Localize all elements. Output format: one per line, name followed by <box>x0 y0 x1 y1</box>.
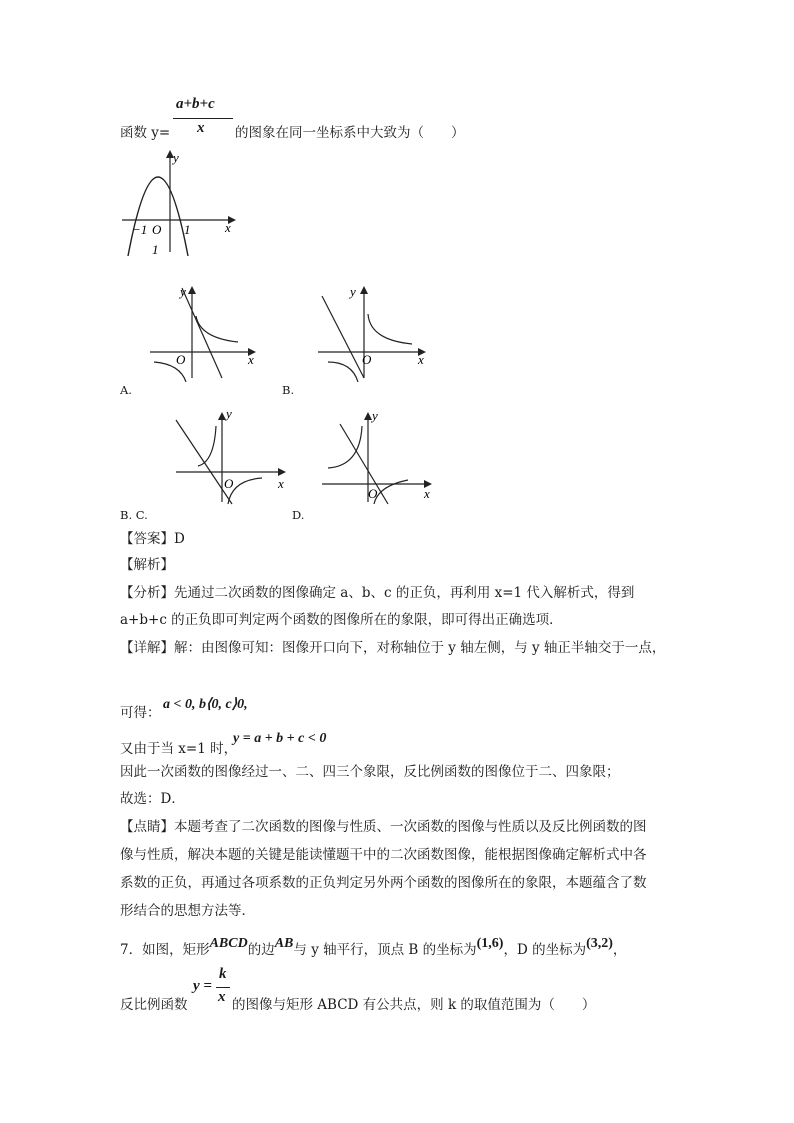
xiangjie-you-math: y = a + b + c < 0 <box>233 731 327 746</box>
xiangjie-kede-math: a < 0, b⟨0, c⟩0, <box>163 697 248 712</box>
option-a-origin: O <box>176 352 186 367</box>
dianjing-text1: 本题考查了二次函数的图像与性质、一次函数的图像与性质以及反比例函数的图 <box>174 819 647 835</box>
option-b-y-arrow <box>360 286 368 294</box>
xiangjie-text1: 解：由图像可知：图像开口向下，对称轴位于 y 轴左侧，与 y 轴正半轴交于一点， <box>174 640 666 656</box>
q6-frac-denominator: x <box>197 120 205 136</box>
option-b-graph <box>314 282 434 382</box>
option-c-y-label: y <box>226 406 232 421</box>
q7-frac-numerator: k <box>219 966 227 982</box>
xiangjie-line1 <box>120 639 665 657</box>
q6-frac-bar <box>173 118 233 119</box>
parabola-below-label: 1 <box>152 242 159 257</box>
parabola-y-label: y <box>173 150 179 165</box>
option-c-hyperbola-q2 <box>198 426 216 466</box>
dianjing-tag: 【点睛】 <box>120 819 174 835</box>
option-a-y-label: y <box>180 284 186 299</box>
parabola-tick-neg1: −1 <box>132 222 148 237</box>
q6-lead: 函数 y= <box>120 125 171 141</box>
option-b-label: B. <box>282 383 295 397</box>
q7-frac-bar <box>216 987 230 988</box>
q7-ab: AB <box>274 936 294 951</box>
option-a-hyperbola-q1 <box>196 316 238 342</box>
option-c-line <box>176 420 232 504</box>
fenxi-text1: 先通过二次函数的图像确定 a、b、c 的正负，再利用 x=1 代入解析式，得到 <box>174 585 635 601</box>
parabola-figure <box>118 148 248 260</box>
fenxi-line1 <box>120 584 634 602</box>
q7-p3: 与 y 轴平行，顶点 B 的坐标为 <box>293 942 477 958</box>
option-b-origin: O <box>362 352 372 367</box>
option-c-x-label: x <box>278 476 284 491</box>
q7-d-coord: (3,2) <box>586 936 613 951</box>
option-b-line <box>322 296 364 378</box>
xiangjie-you-prefix: 又由于当 x=1 时， <box>120 741 238 757</box>
xiangjie-kede-prefix: 可得： <box>120 705 161 721</box>
parabola-origin: O <box>152 222 162 237</box>
parabola-tick-1: 1 <box>184 222 191 237</box>
q6-frac-numerator: a+b+c <box>176 96 215 112</box>
option-c-x-arrow <box>278 468 286 476</box>
option-b-hyperbola-q1 <box>368 314 412 344</box>
option-c-label: B. C. <box>120 508 148 522</box>
option-c-y-arrow <box>218 412 226 420</box>
option-d-origin: O <box>368 486 378 501</box>
q7-p7: 的图像与矩形 ABCD 有公共点，则 k 的取值范围为（ ） <box>232 997 596 1013</box>
parabola-x-label: x <box>225 220 231 235</box>
answer-value: D <box>174 531 185 547</box>
dianjing-line2: 像与性质，解决本题的关键是能读懂题干中的二次函数图像，能根据图像确定解析式中各 <box>120 847 647 863</box>
q7-line1 <box>120 936 627 960</box>
option-d-label: D. <box>292 508 305 522</box>
dianjing-line4: 形结合的思想方法等． <box>120 903 255 919</box>
q7-p5: ， <box>612 942 627 958</box>
option-a-graph <box>146 282 266 382</box>
option-c-origin: O <box>224 476 234 491</box>
option-d-x-label: x <box>424 486 430 501</box>
option-b-hyperbola-q3 <box>328 362 358 382</box>
option-d-y-label: y <box>372 408 378 423</box>
q6-trail: 的图象在同一坐标系中大致为（ ） <box>235 125 465 141</box>
xiangjie-yinci: 因此一次函数的图像经过一、二、四三个象限，反比例函数的图像位于二、四象限； <box>120 764 620 780</box>
answer-tag: 【答案】 <box>120 531 174 547</box>
option-a-line <box>182 288 222 378</box>
option-a-y-arrow <box>188 286 196 294</box>
option-b-x-label: x <box>418 352 424 367</box>
q7-p1: 7．如图，矩形 <box>120 942 210 958</box>
q7-p4: ，D 的坐标为 <box>503 942 587 958</box>
option-b-y-label: y <box>350 284 356 299</box>
q7-frac-lhs: y = <box>193 978 212 994</box>
q7-p6: 反比例函数 <box>120 997 188 1013</box>
fenxi-tag: 【分析】 <box>120 585 174 601</box>
option-c-graph <box>170 406 294 506</box>
q7-frac-denominator: x <box>218 989 226 1005</box>
q7-b-coord: (1,6) <box>476 936 504 951</box>
option-a-x-label: x <box>248 352 254 367</box>
option-a-label: A. <box>120 383 132 397</box>
xiangjie-tag: 【详解】 <box>120 640 174 656</box>
analysis-tag: 【解析】 <box>120 557 174 573</box>
q7-abcd: ABCD <box>209 936 248 951</box>
q7-p2: 的边 <box>247 942 275 958</box>
option-d-y-arrow <box>364 412 372 420</box>
dianjing-line3: 系数的正负，再通过各项系数的正负判定另外两个函数的图像所在的象限，本题蕴含了数 <box>120 875 647 891</box>
option-d-graph <box>316 406 440 506</box>
dianjing-line1 <box>120 818 647 836</box>
fenxi-line2: a+b+c 的正负即可判定两个函数的图像所在的象限，即可得出正确选项． <box>120 612 563 628</box>
xiangjie-guxuan: 故选：D． <box>120 791 185 807</box>
answer-line <box>120 530 185 548</box>
